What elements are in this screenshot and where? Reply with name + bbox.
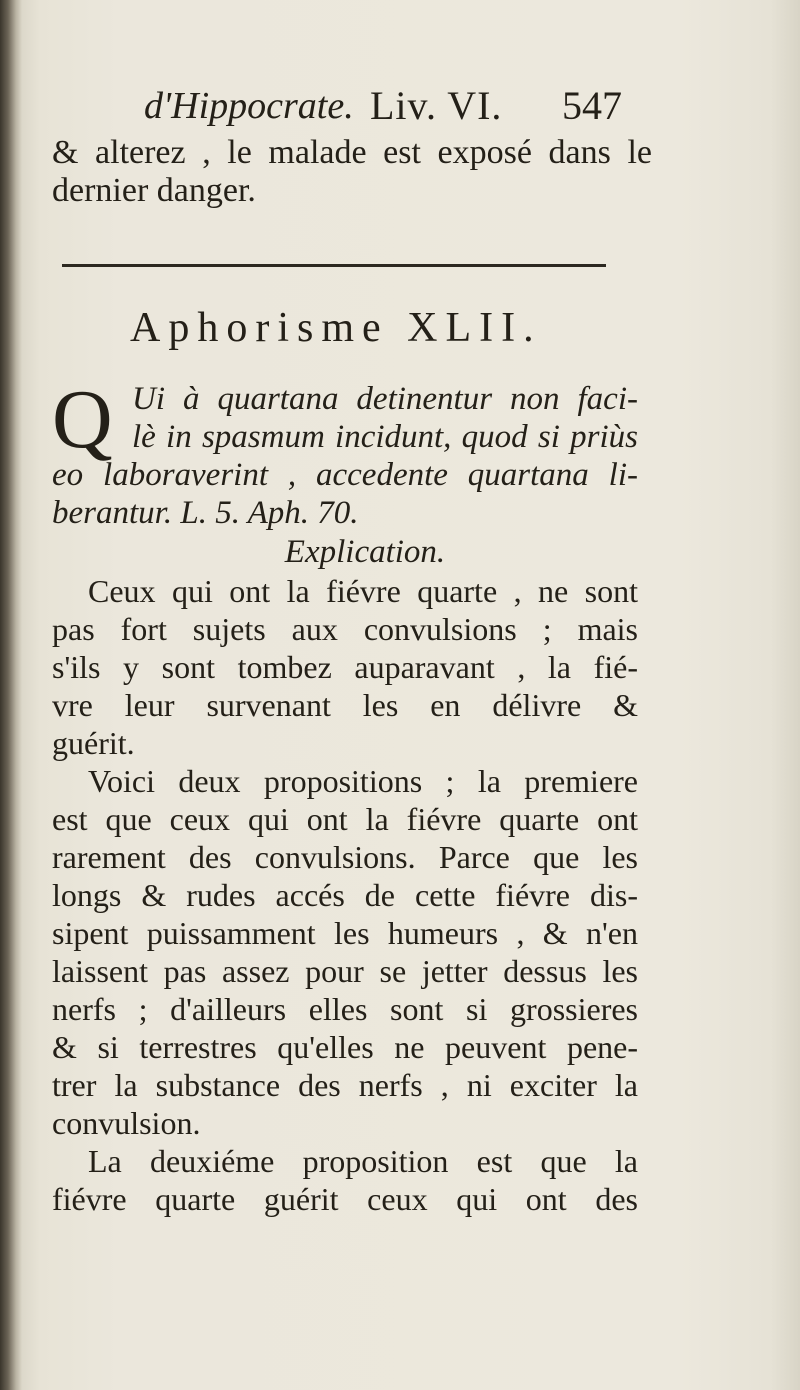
- aphorism-body: [52, 373, 638, 1218]
- paragraph-line: Voici deux propositions ; la premiere: [88, 763, 638, 799]
- latin-line: eo laboraverint , accedente quartana li-: [52, 457, 638, 493]
- paragraph-line: s'ils y sont tombez auparavant , la fié-: [52, 649, 638, 685]
- intro-line: & alterez , le malade est exposé dans le: [52, 134, 652, 171]
- paragraph-line: Ceux qui ont la fiévre quarte , ne sont: [88, 573, 638, 609]
- paragraph-line: trer la substance des nerfs , ni exciter la: [52, 1067, 638, 1103]
- paragraph-line: rarement des convulsions. Parce que les: [52, 839, 638, 875]
- paragraph-line: nerfs ; d'ailleurs elles sont si grossieres: [52, 991, 638, 1027]
- running-head: [52, 78, 652, 134]
- top-text-block: [52, 78, 652, 210]
- drop-cap: Q: [52, 373, 113, 466]
- paragraph-line: pas fort sujets aux convulsions ; mais: [52, 611, 638, 647]
- paragraph-line: guérit.: [52, 725, 135, 761]
- aphorism-heading: Aphorisme XLII.: [130, 305, 542, 351]
- latin-line: Ui à quartana detinentur non faci-: [132, 381, 638, 417]
- intro-line: dernier danger.: [52, 172, 256, 209]
- paragraph-line: longs & rudes accés de cette fiévre dis-: [52, 877, 638, 913]
- running-head-book: Liv. VI.: [370, 83, 503, 128]
- running-head-author: d'Hippocrate.: [144, 85, 354, 127]
- paragraph-line: sipent puissamment les humeurs , & n'en: [52, 915, 638, 951]
- paragraph-line: laissent pas assez pour se jetter dessus les: [52, 953, 638, 989]
- paragraph-line: vre leur survenant les en délivre &: [52, 687, 638, 723]
- paragraph-line: est que ceux qui ont la fiévre quarte ont: [52, 801, 638, 837]
- latin-line: lè in spasmum incidunt, quod si priùs: [132, 419, 638, 455]
- section-rule: [62, 264, 606, 267]
- paragraph-line: fiévre quarte guérit ceux qui ont des: [52, 1181, 638, 1217]
- page-number: 547: [562, 83, 622, 128]
- book-gutter-shadow: [0, 0, 22, 1390]
- paragraph-line: & si terrestres qu'elles ne peuvent pene-: [52, 1029, 638, 1065]
- explication-title: Explication.: [284, 534, 446, 570]
- paragraph-line: convulsion.: [52, 1105, 201, 1141]
- paragraph-line: La deuxiéme proposition est que la: [88, 1143, 638, 1179]
- latin-line: berantur. L. 5. Aph. 70.: [52, 495, 359, 531]
